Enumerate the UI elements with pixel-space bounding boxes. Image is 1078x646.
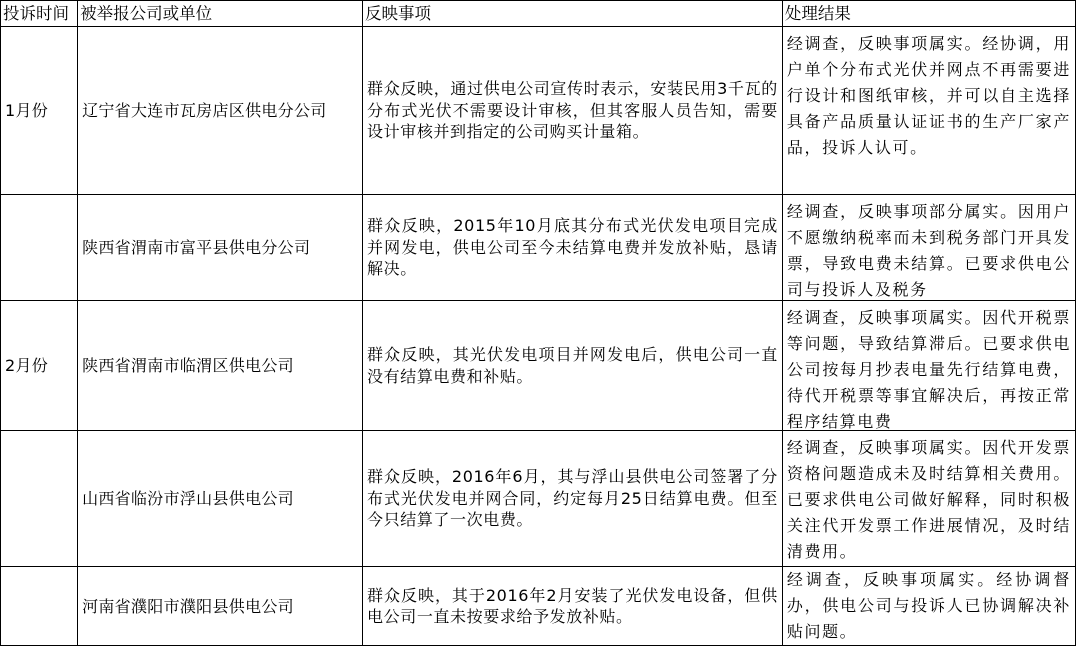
time-text: 1月份 (5, 101, 49, 120)
time-cell (1, 431, 78, 567)
company-text: 河南省濮阳市濮阳县供电公司 (82, 596, 294, 616)
result-cell (782, 431, 1075, 567)
table-row (1, 431, 1076, 567)
content-cell (363, 195, 783, 301)
time-text: 2月份 (5, 356, 49, 375)
header-result: 处理结果 (782, 1, 1075, 27)
company-cell (78, 27, 363, 195)
table-row (1, 195, 1076, 301)
result-cell (782, 301, 1075, 431)
table-row (1, 301, 1076, 431)
time-cell (1, 567, 78, 646)
content-cell (363, 27, 783, 195)
result-cell (782, 27, 1075, 195)
header-content: 反映事项 (363, 1, 783, 27)
content-cell (363, 431, 783, 567)
result-cell (782, 567, 1075, 646)
table-row (1, 567, 1076, 646)
header-company: 被举报公司或单位 (78, 1, 363, 27)
company-text: 辽宁省大连市瓦房店区供电分公司 (82, 101, 327, 120)
company-cell (78, 431, 363, 567)
result-text: 经调查，反映事项属实。因代开发票资格问题造成未及时结算相关费用。已要求供电公司做好解释，同时积极关注代开发票工作进展情况，及时结清费用。 (786, 437, 1071, 561)
company-text: 陕西省渭南市临渭区供电公司 (82, 356, 294, 375)
result-text: 经调查，反映事项部分属实。因用户不愿缴纳税率而未到税务部门开具发票，导致电费未结算。已要求供电公司与投诉人及税务 (786, 201, 1071, 299)
company-text: 陕西省渭南市富平县供电分公司 (82, 238, 311, 257)
header-row (1, 1, 1076, 27)
header-time: 投诉时间 (1, 1, 78, 27)
time-cell (1, 195, 78, 301)
result-cell (782, 195, 1075, 301)
result-text: 经调查，反映事项属实。经协调，用户单个分布式光伏并网点不再需要进行设计和图纸审核，并可以自主选择具备产品质量认证证书的生产厂家产品，投诉人认可。 (786, 33, 1071, 157)
company-cell (78, 301, 363, 431)
content-text: 群众反映，2016年6月，其与浮山县供电公司签署了分布式光伏发电并网合同，约定每月25日结算电费。但至今只结算了一次电费。 (367, 467, 778, 530)
time-cell (1, 27, 78, 195)
company-cell (78, 195, 363, 301)
content-cell (363, 301, 783, 431)
company-text: 山西省临汾市浮山县供电公司 (82, 489, 294, 508)
result-text: 经调查，反映事项属实。因代开税票等问题，导致结算滞后。已要求供电公司按每月抄表电量先行结算电费，待代开税票等事宜解决后，再按正常程序结算电费 (786, 307, 1071, 431)
content-text: 群众反映，其于2016年2月安装了光伏发电设备，但供电公司一直未按要求给予发放补贴。 (367, 585, 778, 626)
company-cell (78, 567, 363, 646)
content-cell (363, 567, 783, 646)
content-text: 群众反映，通过供电公司宣传时表示，安装民用3千瓦的分布式光伏不需要设计审核，但其客服人员告知，需要设计审核并到指定的公司购买计量箱。 (367, 79, 778, 142)
table-row (1, 27, 1076, 195)
result-text: 经调查，反映事项属实。经协调督办，供电公司与投诉人已协调解决补贴问题。 (786, 570, 1071, 641)
time-cell (1, 301, 78, 431)
content-text: 群众反映，2015年10月底其分布式光伏发电项目完成并网发电，供电公司至今未结算电费并发放补贴，恳请解决。 (367, 216, 778, 279)
content-text: 群众反映，其光伏发电项目并网发电后，供电公司一直没有结算电费和补贴。 (367, 345, 778, 386)
